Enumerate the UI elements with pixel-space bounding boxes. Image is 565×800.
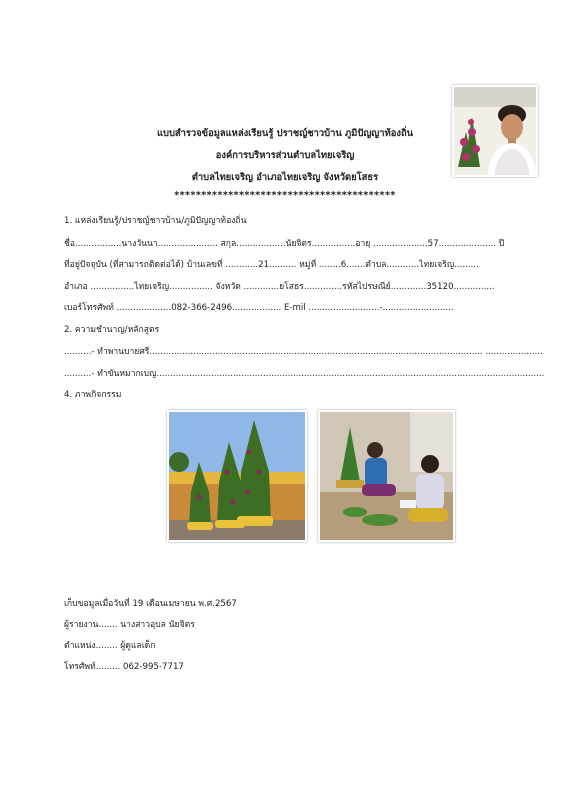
activity-photo-baisri [167, 410, 307, 542]
star-divider: ***************************************** [174, 190, 396, 201]
location-line: ตำบลไทยเจริญ อำเภอไทยเจริญ จังหวัดยโสธร [191, 172, 379, 183]
section4-heading: 4. ภาพกิจกรรม [64, 390, 122, 400]
reporter-line: ผู้รายงาน....... นางสาวอุบล นัยจิตร [64, 620, 195, 630]
section1-heading: 1. แหล่งเรียนรู้/ปราชญ์ชาวบ้าน/ภูมิปัญญาท้องถิ่น [64, 216, 247, 226]
activity-photo-workshop [318, 410, 455, 542]
form-title: แบบสำรวจข้อมูลแหล่งเรียนรู้ ปราชญ์ชาวบ้าน ภูมิปัญญาท้องถิ่น [156, 128, 414, 139]
reporter-phone: โทรศัพท์......... 062-995-7717 [64, 662, 184, 672]
district-line: อำเภอ ................ไทยเจริญ................ จังหวัด .............ยโสธร..............รหัสไปรษณีย์.............35120............... [64, 282, 495, 292]
portrait-photo [452, 85, 538, 177]
name-line: ชื่อ.................นางวันนา...................... สกุล..................นัยจิตร................อายุ ....................57..................... ปี [64, 239, 505, 249]
phone-line: เบอร์โทรศัพท์ ....................082-366-2496.................. E-mil ..........................-.......................... [64, 303, 454, 313]
skill-item: ..........- ทำพานบายศรี.......................................................................................................................... ..................... [64, 347, 543, 357]
position-line: ตำแหน่ง........ ผู้ดูแลเด็ก [64, 641, 156, 651]
section2-heading: 2. ความชำนาญ/หลักสูตร [64, 325, 160, 335]
organization-name: องค์การบริหารส่วนตำบลไทยเจริญ [215, 150, 355, 161]
address-line: ที่อยู่ปัจจุบัน (ที่สามารถติดต่อได้) บ้านเลขที่ ............21.......... หมู่ที่ ........6.......ตำบล............ไทยเจริญ......... [64, 260, 479, 270]
skill-item: ..........- ทำขันหมากเบญ.............................................................................................................................................. [64, 369, 545, 379]
collection-date: เก็บขอมูลเมื่อวันที่ 19 เดือนเมษายน พ.ศ.2567 [64, 599, 237, 609]
